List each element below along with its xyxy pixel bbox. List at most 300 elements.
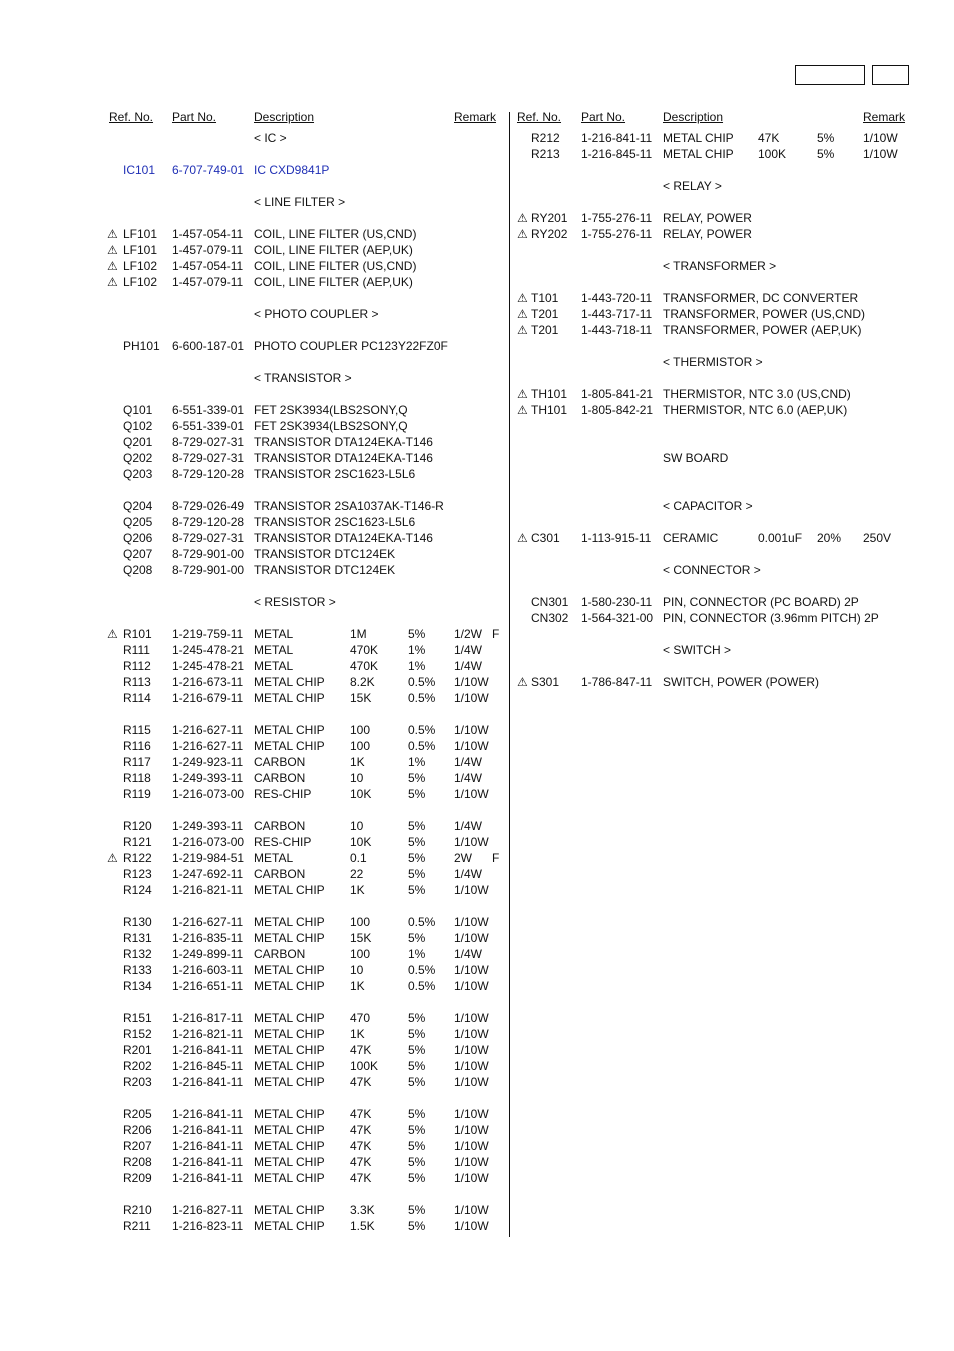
part-no: 1-216-603-11	[172, 963, 244, 977]
part-no: 1-457-079-11	[172, 275, 244, 289]
value: 3.3K	[350, 1203, 375, 1217]
value: 47K	[350, 1123, 372, 1137]
part-no: 1-216-841-11	[172, 1075, 244, 1089]
section-heading	[105, 130, 505, 146]
blank-row	[105, 802, 505, 818]
remark: 1/10W	[454, 963, 489, 977]
blank-row	[514, 194, 904, 210]
ref-no: S301	[531, 675, 560, 689]
remark: 1/10W	[454, 1203, 489, 1217]
value: 100K	[350, 1059, 379, 1073]
description: METAL CHIP	[254, 963, 325, 977]
table-row	[105, 626, 505, 642]
description: METAL	[254, 627, 294, 641]
part-no: 1-219-984-51	[172, 851, 245, 865]
ref-no: R205	[123, 1107, 152, 1121]
value: 10K	[350, 835, 372, 849]
part-no: 1-245-478-21	[172, 643, 245, 657]
tolerance: 5%	[408, 1027, 426, 1041]
part-no: 1-216-651-11	[172, 979, 244, 993]
table-row	[105, 1122, 505, 1138]
table-row	[105, 930, 505, 946]
remark: 1/10W	[454, 1059, 489, 1073]
table-row	[105, 1138, 505, 1154]
part-no: 1-249-923-11	[172, 755, 244, 769]
ref-no: R122	[123, 851, 152, 865]
description: COIL, LINE FILTER (US,CND)	[254, 259, 417, 273]
description: TRANSISTOR DTC124EK	[254, 563, 396, 577]
ref-no: LF101	[123, 243, 158, 257]
page-number-box-small	[872, 65, 909, 85]
ref-no: R207	[123, 1139, 152, 1153]
part-no: 1-216-627-11	[172, 723, 244, 737]
description: COIL, LINE FILTER (AEP,UK)	[254, 243, 413, 257]
ref-no: R211	[123, 1219, 151, 1233]
part-no: 1-216-841-11	[172, 1123, 244, 1137]
description: TRANSISTOR DTA124EKA-T146	[254, 531, 433, 545]
ref-no: R124	[123, 883, 152, 897]
description: METAL	[254, 659, 294, 673]
value: 47K	[350, 1139, 372, 1153]
table-row	[514, 146, 904, 162]
part-no: 1-216-841-11	[172, 1171, 244, 1185]
warning-icon: ⚠	[517, 403, 528, 417]
table-row	[105, 530, 505, 546]
description: FET 2SK3934(LBS2SONY,Q	[254, 419, 408, 433]
blank-row	[105, 146, 505, 162]
tolerance: 1%	[408, 659, 426, 673]
ref-no: R208	[123, 1155, 152, 1169]
description: TRANSISTOR 2SA1037AK-T146-R	[254, 499, 444, 513]
ref-no: R134	[123, 979, 152, 993]
description: METAL CHIP	[254, 1027, 325, 1041]
ref-no: RY202	[531, 227, 568, 241]
description: < SWITCH >	[663, 643, 732, 657]
remark: 1/4W	[454, 819, 483, 833]
remark: 1/10W	[454, 1123, 489, 1137]
table-row	[105, 162, 505, 178]
table-row	[105, 1042, 505, 1058]
part-no: 8-729-027-31	[172, 435, 245, 449]
description: RES-CHIP	[254, 835, 312, 849]
table-row	[514, 210, 904, 226]
value: 10	[350, 963, 364, 977]
description: TRANSFORMER, POWER (US,CND)	[663, 307, 865, 321]
ref-no: R130	[123, 915, 152, 929]
ref-no: R118	[123, 771, 151, 785]
column-divider	[509, 112, 510, 1237]
table-row	[514, 386, 904, 402]
description: TRANSISTOR 2SC1623-L5L6	[254, 467, 416, 481]
part-no: 1-245-478-21	[172, 659, 245, 673]
warning-icon: ⚠	[107, 243, 118, 257]
part-no: 6-551-339-01	[172, 419, 245, 433]
blank-row	[514, 162, 904, 178]
table-row	[105, 1154, 505, 1170]
description: TRANSISTOR DTC124EK	[254, 547, 396, 561]
table-row	[105, 946, 505, 962]
tolerance: 5%	[408, 931, 426, 945]
tolerance: 0.5%	[408, 723, 436, 737]
warning-icon: ⚠	[517, 675, 528, 689]
value: 47K	[350, 1043, 372, 1057]
tolerance: 5%	[408, 835, 426, 849]
blank-row	[105, 994, 505, 1010]
table-row	[105, 690, 505, 706]
part-no: 1-443-717-11	[581, 307, 653, 321]
blank-row	[105, 610, 505, 626]
warning-icon: ⚠	[107, 227, 118, 241]
remark: 1/10W	[454, 691, 489, 705]
part-no: 1-216-821-11	[172, 1027, 244, 1041]
table-row	[105, 1170, 505, 1186]
ref-no: TH101	[531, 403, 568, 417]
blank-row	[105, 1090, 505, 1106]
section-heading	[514, 178, 904, 194]
ref-no: R212	[531, 131, 560, 145]
part-no: 1-443-718-11	[581, 323, 653, 337]
ref-no: R115	[123, 723, 151, 737]
section-heading	[514, 642, 904, 658]
remark: 1/10W	[454, 1171, 489, 1185]
table-row	[514, 290, 904, 306]
blank-row	[514, 434, 904, 450]
ref-no: R114	[123, 691, 151, 705]
part-no: 1-755-276-11	[581, 227, 653, 241]
ref-no: Q102	[123, 419, 153, 433]
value: 1M	[350, 627, 367, 641]
ref-no: R202	[123, 1059, 152, 1073]
table-row	[105, 674, 505, 690]
tolerance: 0.5%	[408, 691, 436, 705]
value: 100	[350, 947, 371, 961]
description: THERMISTOR, NTC 6.0 (AEP,UK)	[663, 403, 848, 417]
tolerance: 5%	[408, 1107, 426, 1121]
part-no: 8-729-027-31	[172, 531, 245, 545]
header-remark: Remark	[454, 110, 497, 124]
remark: 1/4W	[454, 947, 483, 961]
ref-no: R121	[123, 835, 152, 849]
ref-no: T201	[531, 323, 559, 337]
table-row	[105, 962, 505, 978]
remark: 1/10W	[454, 1139, 489, 1153]
part-no: 1-564-321-00	[581, 611, 654, 625]
part-no: 8-729-026-49	[172, 499, 245, 513]
value: 100	[350, 915, 371, 929]
value: 100	[350, 739, 371, 753]
description: THERMISTOR, NTC 3.0 (US,CND)	[663, 387, 851, 401]
tolerance: 5%	[408, 1011, 426, 1025]
remark: 1/10W	[454, 931, 489, 945]
table-row	[105, 498, 505, 514]
table-row	[105, 722, 505, 738]
value: 47K	[350, 1155, 372, 1169]
ref-no: R120	[123, 819, 152, 833]
blank-row	[514, 338, 904, 354]
ref-no: R101	[123, 627, 152, 641]
header-part-no: Part No.	[172, 110, 217, 124]
value: 0.1	[350, 851, 367, 865]
part-no: 1-805-842-21	[581, 403, 654, 417]
ref-no: R131	[123, 931, 152, 945]
table-row	[105, 402, 505, 418]
parts-list-right	[514, 110, 904, 690]
blank-row	[514, 658, 904, 674]
part-no: 1-216-627-11	[172, 739, 244, 753]
table-row	[514, 322, 904, 338]
ref-no: C301	[531, 531, 560, 545]
part-no: 1-457-054-11	[172, 259, 244, 273]
blank-row	[105, 706, 505, 722]
value: 47K	[350, 1075, 372, 1089]
header-remark: Remark	[863, 110, 906, 124]
description: METAL	[254, 643, 294, 657]
header-description: Description	[663, 110, 724, 124]
tolerance: 5%	[408, 1059, 426, 1073]
description: METAL CHIP	[254, 915, 325, 929]
ref-no: R119	[123, 787, 151, 801]
description: RES-CHIP	[254, 787, 312, 801]
description: < IC >	[254, 131, 287, 145]
ref-no: R116	[123, 739, 151, 753]
remark: 1/10W	[454, 883, 489, 897]
part-no: 1-216-835-11	[172, 931, 244, 945]
ref-no: R209	[123, 1171, 152, 1185]
ref-no: Q203	[123, 467, 153, 481]
description: CARBON	[254, 771, 306, 785]
remark: 2W	[454, 851, 472, 865]
description: METAL CHIP	[254, 883, 325, 897]
table-row	[514, 306, 904, 322]
blank-row	[514, 242, 904, 258]
value: 15K	[350, 691, 372, 705]
remark: 1/10W	[454, 1155, 489, 1169]
table-row	[514, 226, 904, 242]
section-heading	[105, 194, 505, 210]
part-no: 6-600-187-01	[172, 339, 245, 353]
remark: 1/4W	[454, 659, 483, 673]
tolerance: 5%	[408, 819, 426, 833]
blank-row	[105, 386, 505, 402]
blank-row	[514, 514, 904, 530]
tolerance: 5%	[408, 1043, 426, 1057]
table-row	[105, 1106, 505, 1122]
warning-icon: ⚠	[107, 259, 118, 273]
ref-no: Q204	[123, 499, 153, 513]
description: TRANSISTOR DTA124EKA-T146	[254, 451, 433, 465]
ref-no: Q101	[123, 403, 153, 417]
ref-no: R201	[123, 1043, 152, 1057]
ref-no: LF102	[123, 259, 158, 273]
warning-icon: ⚠	[517, 291, 528, 305]
blank-row	[514, 626, 904, 642]
table-row	[514, 402, 904, 418]
table-row	[105, 914, 505, 930]
ref-no: R113	[123, 675, 151, 689]
ref-no: R111	[123, 643, 150, 657]
description: METAL CHIP	[254, 1043, 325, 1057]
blank-row	[514, 370, 904, 386]
tolerance: 5%	[408, 1155, 426, 1169]
value: 1.5K	[350, 1219, 375, 1233]
tolerance: 5%	[408, 787, 426, 801]
ref-no: PH101	[123, 339, 160, 353]
ref-no: LF101	[123, 227, 158, 241]
remark: 1/10W	[454, 1011, 489, 1025]
table-row	[105, 466, 505, 482]
value: 8.2K	[350, 675, 375, 689]
remark: 1/10W	[454, 1075, 489, 1089]
remark: 1/10W	[863, 131, 898, 145]
part-no: 1-216-841-11	[581, 131, 653, 145]
part-no: 8-729-027-31	[172, 451, 245, 465]
ref-no: TH101	[531, 387, 568, 401]
description: < CAPACITOR >	[663, 499, 753, 513]
table-row	[105, 738, 505, 754]
ref-no: R133	[123, 963, 152, 977]
table-row	[105, 1010, 505, 1026]
description: COIL, LINE FILTER (AEP,UK)	[254, 275, 413, 289]
ref-no: Q201	[123, 435, 153, 449]
value: 1K	[350, 755, 365, 769]
part-no: 1-216-679-11	[172, 691, 244, 705]
tolerance: 5%	[408, 1075, 426, 1089]
remark: 1/10W	[454, 835, 489, 849]
ref-no: LF102	[123, 275, 158, 289]
tolerance: 1%	[408, 755, 426, 769]
parts-list-left	[105, 110, 505, 1234]
part-no: 1-216-841-11	[172, 1107, 244, 1121]
value: 1K	[350, 1027, 365, 1041]
table-row	[105, 338, 505, 354]
table-row	[105, 562, 505, 578]
table-row	[105, 978, 505, 994]
value: 0.001uF	[758, 531, 803, 545]
tolerance: 0.5%	[408, 675, 436, 689]
tolerance: 5%	[408, 1203, 426, 1217]
part-no: 1-216-841-11	[172, 1043, 244, 1057]
ref-no: R112	[123, 659, 151, 673]
ref-no: R151	[123, 1011, 152, 1025]
flag: F	[492, 851, 500, 865]
part-no: 1-249-393-11	[172, 819, 244, 833]
table-row	[105, 850, 505, 866]
part-no: 1-457-054-11	[172, 227, 244, 241]
blank-row	[514, 274, 904, 290]
header-description: Description	[254, 110, 315, 124]
part-no: 6-551-339-01	[172, 403, 245, 417]
part-no: 8-729-901-00	[172, 563, 245, 577]
tolerance: 0.5%	[408, 979, 436, 993]
table-row	[105, 1202, 505, 1218]
part-no: 1-786-847-11	[581, 675, 653, 689]
value: 47K	[350, 1107, 372, 1121]
remark: 1/10W	[454, 787, 489, 801]
part-no: 1-216-821-11	[172, 883, 244, 897]
warning-icon: ⚠	[517, 387, 528, 401]
description: METAL CHIP	[254, 739, 325, 753]
description: RELAY, POWER	[663, 227, 752, 241]
tolerance: 0.5%	[408, 963, 436, 977]
table-row	[514, 610, 904, 626]
description: METAL CHIP	[254, 979, 325, 993]
remark: 1/4W	[454, 643, 483, 657]
table-row	[105, 786, 505, 802]
description: < CONNECTOR >	[663, 563, 761, 577]
description: SWITCH, POWER (POWER)	[663, 675, 819, 689]
ref-no: R152	[123, 1027, 152, 1041]
tolerance: 0.5%	[408, 739, 436, 753]
description: METAL CHIP	[254, 1123, 325, 1137]
description: TRANSISTOR 2SC1623-L5L6	[254, 515, 416, 529]
ref-no: CN302	[531, 611, 569, 625]
remark: 1/10W	[454, 1219, 489, 1233]
description: PIN, CONNECTOR (PC BOARD) 2P	[663, 595, 859, 609]
ref-no: R203	[123, 1075, 152, 1089]
ref-no: R206	[123, 1123, 152, 1137]
description: < THERMISTOR >	[663, 355, 763, 369]
description: METAL CHIP	[254, 1075, 325, 1089]
warning-icon: ⚠	[517, 531, 528, 545]
section-heading	[514, 354, 904, 370]
tolerance: 5%	[408, 851, 426, 865]
ref-no: RY201	[531, 211, 568, 225]
table-row	[105, 1058, 505, 1074]
description: FET 2SK3934(LBS2SONY,Q	[254, 403, 408, 417]
ref-no: CN301	[531, 595, 569, 609]
table-row	[105, 1026, 505, 1042]
value: 470	[350, 1011, 371, 1025]
value: 10	[350, 819, 364, 833]
section-heading	[105, 370, 505, 386]
warning-icon: ⚠	[107, 851, 118, 865]
part-no: 1-457-079-11	[172, 243, 244, 257]
part-no: 1-249-899-11	[172, 947, 244, 961]
blank-row	[514, 546, 904, 562]
tolerance: 1%	[408, 643, 426, 657]
tolerance: 0.5%	[408, 915, 436, 929]
description: SW BOARD	[663, 451, 729, 465]
tolerance: 5%	[408, 627, 426, 641]
remark: 250V	[863, 531, 892, 545]
value: 47K	[350, 1171, 372, 1185]
table-row	[105, 642, 505, 658]
part-no: 1-443-720-11	[581, 291, 653, 305]
part-no: 1-113-915-11	[581, 531, 652, 545]
table-row	[105, 258, 505, 274]
value: 1K	[350, 979, 365, 993]
table-row	[105, 866, 505, 882]
description: CARBON	[254, 867, 306, 881]
part-no: 1-216-841-11	[172, 1139, 244, 1153]
description: METAL CHIP	[254, 931, 325, 945]
header-ref-no: Ref. No.	[517, 110, 562, 124]
tolerance: 5%	[817, 147, 835, 161]
tolerance: 5%	[408, 867, 426, 881]
table-header	[105, 110, 505, 130]
part-no: 8-729-120-28	[172, 515, 245, 529]
description: TRANSISTOR DTA124EKA-T146	[254, 435, 433, 449]
remark: 1/4W	[454, 755, 483, 769]
description: TRANSFORMER, POWER (AEP,UK)	[663, 323, 862, 337]
header-part-no: Part No.	[581, 110, 626, 124]
section-heading	[105, 306, 505, 322]
tolerance: 5%	[408, 1171, 426, 1185]
value: 10	[350, 771, 364, 785]
value: 10K	[350, 787, 372, 801]
ref-no: T201	[531, 307, 559, 321]
description: CARBON	[254, 947, 306, 961]
